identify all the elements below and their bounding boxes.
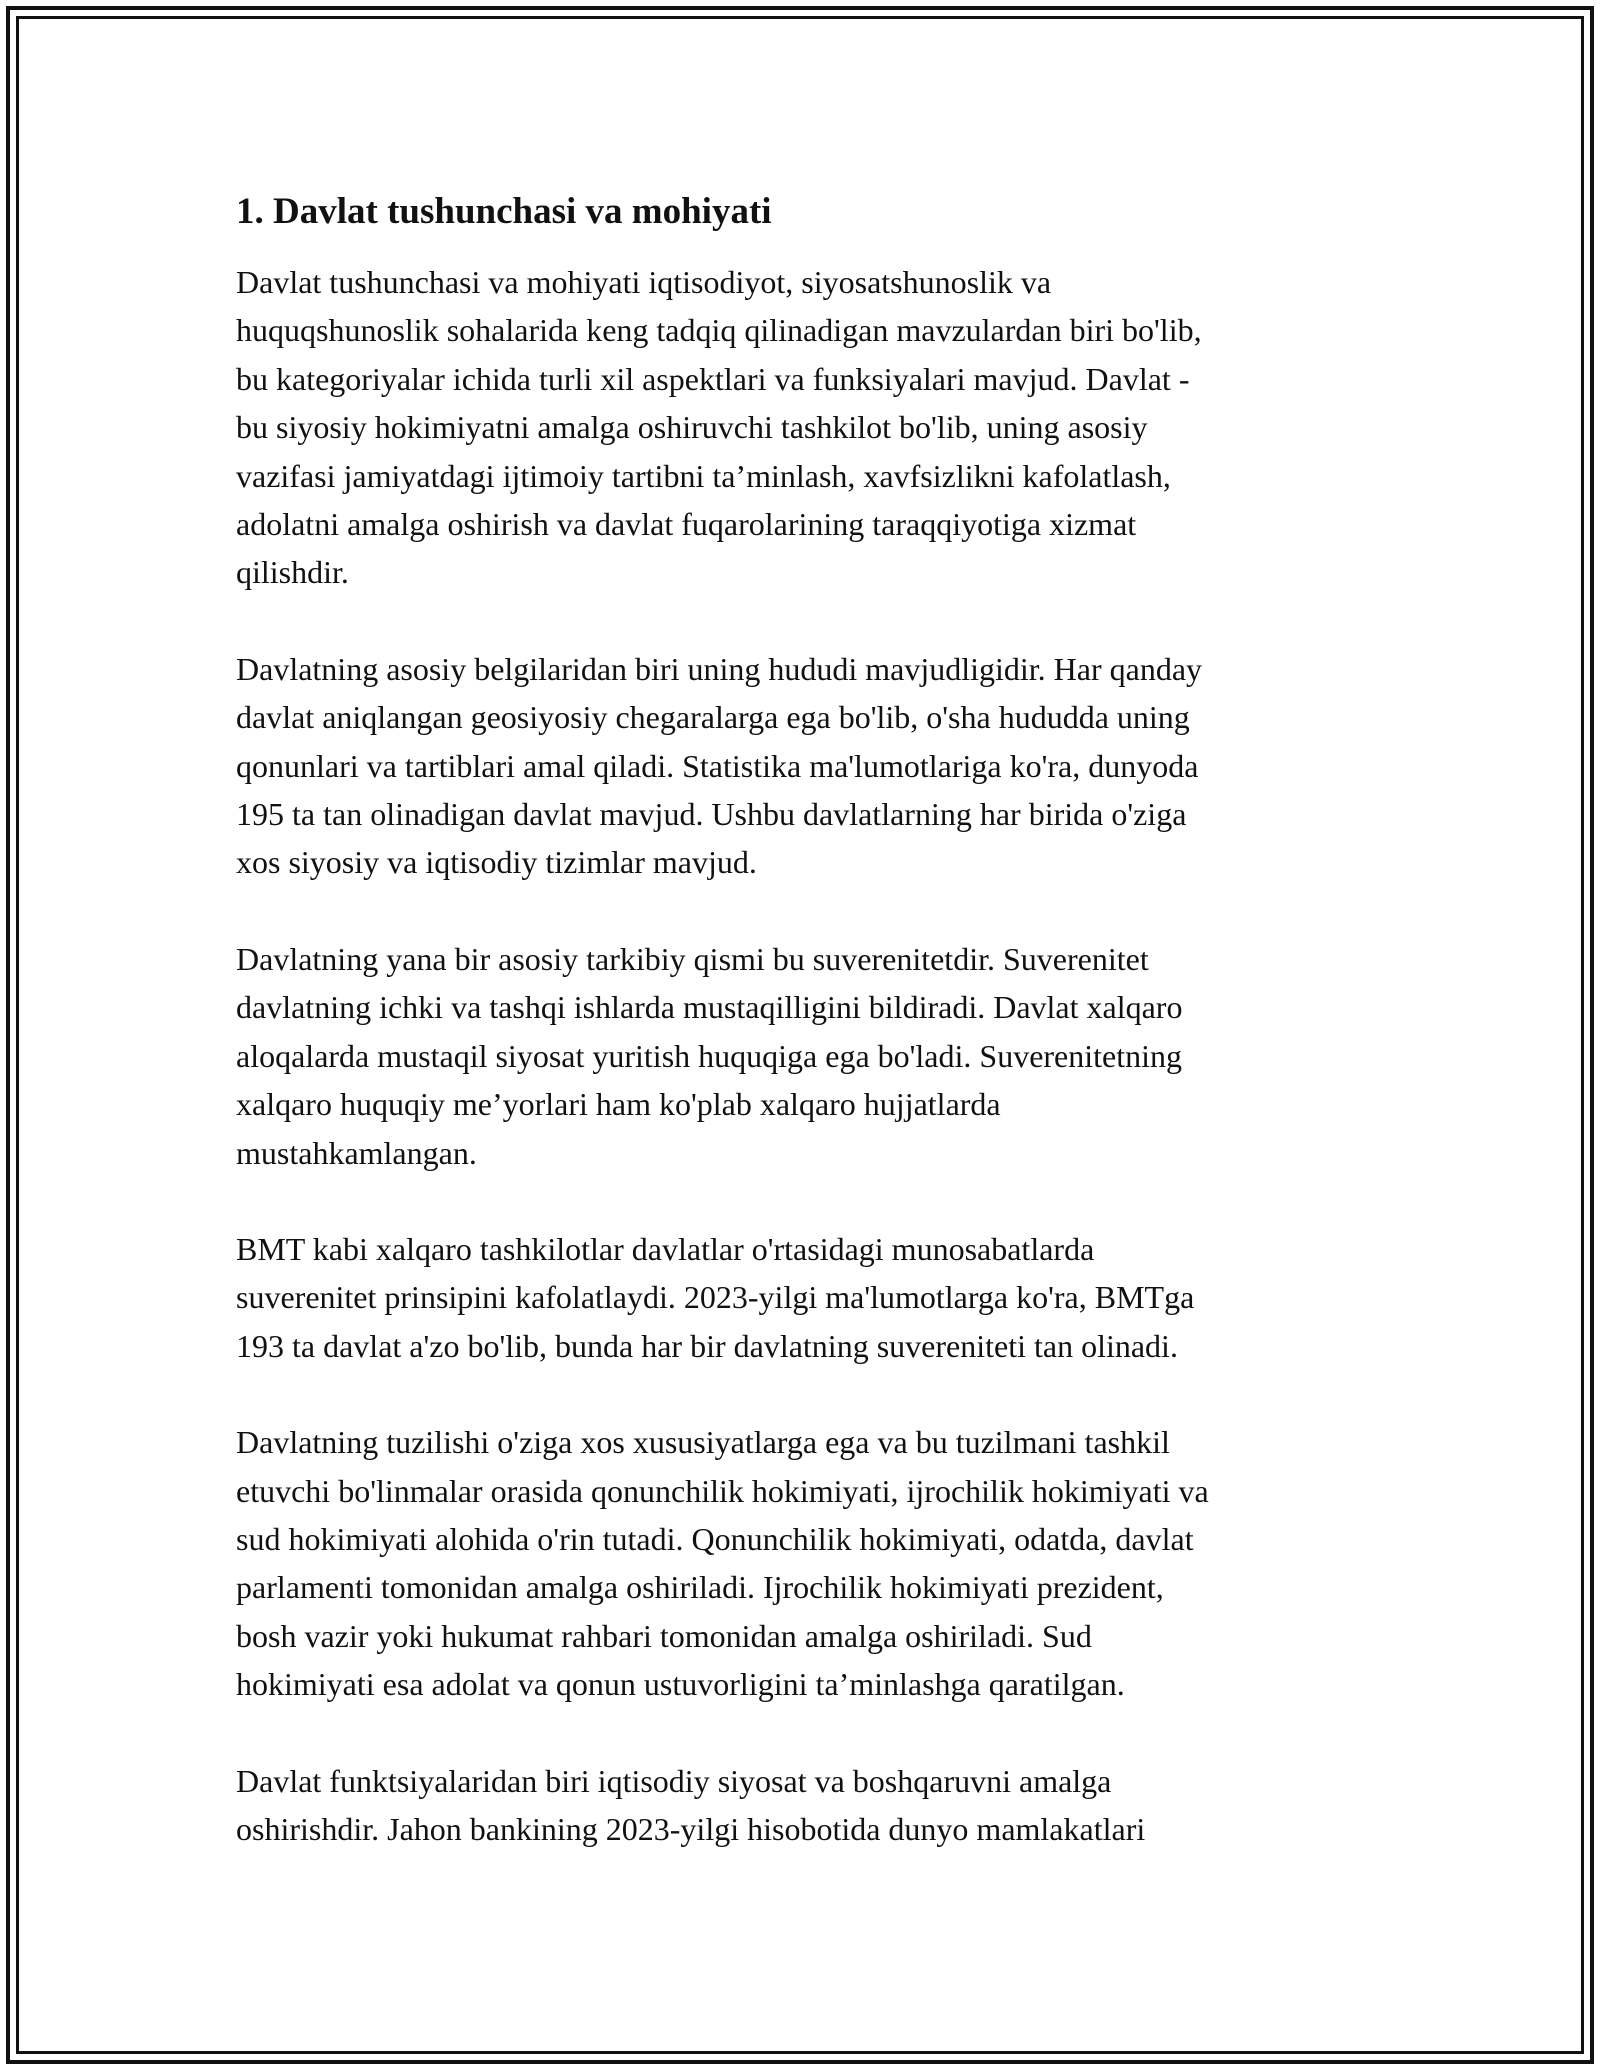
text-line: bosh vazir yoki hukumat rahbari tomonidan amalga oshiriladi. Sud (236, 1617, 1092, 1654)
text-line: 195 ta tan olinadigan davlat mavjud. Ushbu davlatlarning har birida o'ziga (236, 796, 1187, 833)
text-line: xos siyosiy va iqtisodiy tizimlar mavjud. (236, 844, 757, 881)
text-line: Davlatning asosiy belgilaridan biri uning hududi mavjudligidir. Har qanday (236, 650, 1203, 687)
paragraph-4 (236, 1225, 1376, 1370)
text-line: Davlat funktsiyalaridan biri iqtisodiy siyosat va boshqaruvni amalga (236, 1762, 1112, 1799)
text-line: BMT kabi xalqaro tashkilotlar davlatlar o'rtasidagi munosabatlarda (236, 1230, 1095, 1267)
text-line: oshirishdir. Jahon bankining 2023-yilgi hisobotida dunyo mamlakatlari (236, 1810, 1146, 1847)
text-line: aloqalarda mustaqil siyosat yuritish huquqiga ega bo'ladi. Suverenitetning (236, 1037, 1183, 1074)
text-line: Davlatning tuzilishi o'ziga xos xususiyatlarga ega va bu tuzilmani tashkil (236, 1424, 1170, 1461)
paragraph-6 (236, 1757, 1376, 1854)
text-line: xalqaro huquqiy me’yorlari ham ko'plab xalqaro hujjatlarda (236, 1086, 1001, 1123)
text-line: mustahkamlangan. (236, 1134, 477, 1171)
text-line: huquqshunoslik sohalarida keng tadqiq qilinadigan mavzulardan biri bo'lib, (236, 312, 1202, 349)
text-line: davlat aniqlangan geosiyosiy chegaralarga ega bo'lib, o'sha hududda uning (236, 699, 1190, 736)
text-line: vazifasi jamiyatdagi ijtimoiy tartibni ta’minlash, xavfsizlikni kafolatlash, (236, 457, 1171, 494)
paragraph-2 (236, 645, 1376, 887)
paragraph-5 (236, 1418, 1376, 1708)
text-line: Davlatning yana bir asosiy tarkibiy qismi bu suverenitetdir. Suverenitet (236, 940, 1149, 977)
section-heading: 1. Davlat tushunchasi va mohiyati (236, 191, 772, 232)
paragraph-1 (236, 258, 1376, 597)
text-line: qilishdir. (236, 554, 349, 591)
text-line: etuvchi bo'linmalar orasida qonunchilik hokimiyati, ijrochilik hokimiyati va (236, 1472, 1209, 1509)
text-line: adolatni amalga oshirish va davlat fuqarolarining taraqqiyotiga xizmat (236, 506, 1137, 543)
text-line: hokimiyati esa adolat va qonun ustuvorligini ta’minlashga qaratilgan. (236, 1666, 1125, 1703)
text-line: parlamenti tomonidan amalga oshiriladi. Ijrochilik hokimiyati prezident, (236, 1569, 1164, 1606)
paragraph-3 (236, 935, 1376, 1177)
text-line: qonunlari va tartiblari amal qiladi. Statistika ma'lumotlariga ko'ra, dunyoda (236, 747, 1199, 784)
text-line: suverenitet prinsipini kafolatlaydi. 2023-yilgi ma'lumotlarga ko'ra, BMTga (236, 1279, 1195, 1316)
text-line: davlatning ichki va tashqi ishlarda mustaqilligini bildiradi. Davlat xalqaro (236, 989, 1183, 1026)
text-line: sud hokimiyati alohida o'rin tutadi. Qonunchilik hokimiyati, odatda, davlat (236, 1520, 1194, 1557)
text-line: 193 ta davlat a'zo bo'lib, bunda har bir davlatning suvereniteti tan olinadi. (236, 1327, 1178, 1364)
text-line: bu kategoriyalar ichida turli xil aspektlari va funksiyalari mavjud. Davlat - (236, 360, 1190, 397)
document-body (236, 188, 1376, 1901)
text-line: Davlat tushunchasi va mohiyati iqtisodiyot, siyosatshunoslik va (236, 264, 1052, 300)
text-line: bu siyosiy hokimiyatni amalga oshiruvchi tashkilot bo'lib, uning asosiy (236, 409, 1148, 446)
